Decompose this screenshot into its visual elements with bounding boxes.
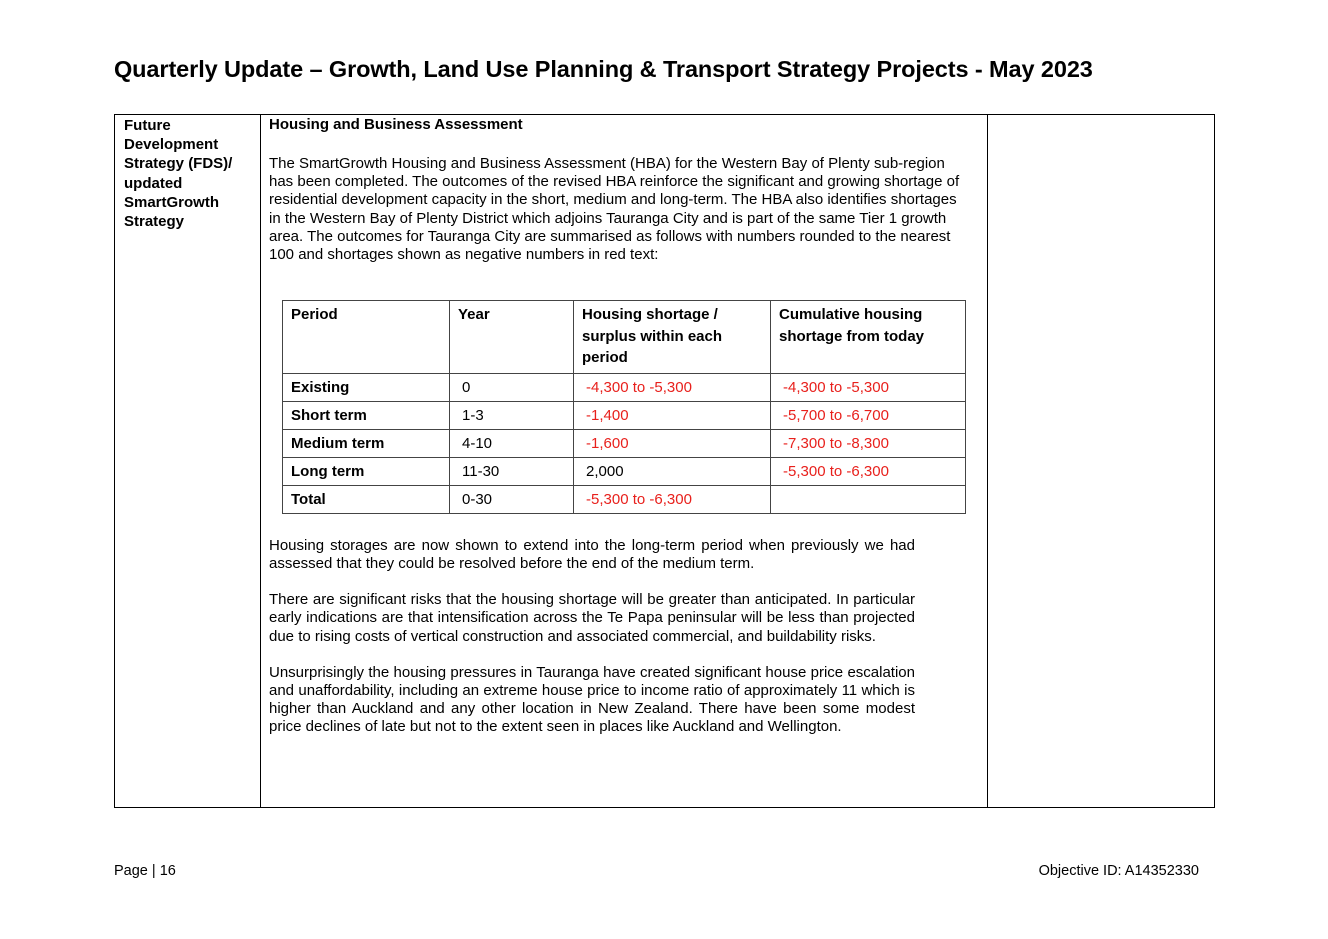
cumulative-cell: -7,300 to -8,300 <box>771 429 966 457</box>
within-period-cell: -1,600 <box>574 429 771 457</box>
table-header-row <box>283 301 966 374</box>
project-name-line: Future <box>124 117 171 134</box>
cumulative-cell <box>771 485 966 513</box>
within-period-cell: -4,300 to -5,300 <box>574 373 771 401</box>
housing-shortage-table <box>282 300 966 514</box>
project-update <box>269 116 969 737</box>
table-row <box>283 485 966 513</box>
project-name-line: SmartGrowth <box>124 193 220 211</box>
table-row <box>283 373 966 401</box>
project-name-line: Development <box>124 136 219 154</box>
period-cell: Total <box>283 485 450 513</box>
cumulative-cell: -5,700 to -6,700 <box>771 401 966 429</box>
section-heading: Housing and Business Assessment <box>269 116 523 133</box>
year-cell: 1-3 <box>450 401 574 429</box>
project-table <box>114 114 1215 808</box>
year-cell: 0-30 <box>450 485 574 513</box>
cumulative-cell: -5,300 to -6,300 <box>771 457 966 485</box>
paragraph-long-term: Housing storages are now shown to extend into the long-term period when previously we had assessed that they could be resolved before the end of the medium term. <box>269 536 915 572</box>
table-row <box>283 401 966 429</box>
intro-paragraph: The SmartGrowth Housing and Business Assessment (HBA) for the Western Bay of Plenty sub-region has been completed. The outcomes of the revised HBA reinforce the significant and growing shortage of residential development capacity in the short, medium and long-term. The HBA also identifies shortages in the Western Bay of Plenty District which adjoins Tauranga City and is part of the same Tier 1 growth area. The outcomes for Tauranga City are summarised as follows with numbers rounded to the nearest 100 and shortages shown as negative numbers in red text: <box>269 155 960 264</box>
year-cell: 0 <box>450 373 574 401</box>
header-year: Year <box>450 301 574 374</box>
header-period: Period <box>283 301 450 374</box>
objective-id: Objective ID: A14352330 <box>1038 863 1199 879</box>
within-period-cell: -1,400 <box>574 401 771 429</box>
table-row <box>283 457 966 485</box>
year-cell: 4-10 <box>450 429 574 457</box>
period-cell: Medium term <box>283 429 450 457</box>
table-row <box>283 429 966 457</box>
year-cell: 11-30 <box>450 457 574 485</box>
project-name-line: updated <box>124 174 183 192</box>
page-title: Quarterly Update – Growth, Land Use Planning & Transport Strategy Projects - May 2023 <box>114 56 1093 82</box>
period-cell: Short term <box>283 401 450 429</box>
project-name-line: Strategy (FDS)/ <box>124 155 233 173</box>
cumulative-cell: -4,300 to -5,300 <box>771 373 966 401</box>
header-cumulative: Cumulative housing shortage from today <box>771 301 966 374</box>
period-cell: Long term <box>283 457 450 485</box>
header-within-period: Housing shortage / surplus within each period <box>574 301 771 374</box>
project-name <box>124 116 254 231</box>
within-period-cell: -5,300 to -6,300 <box>574 485 771 513</box>
project-name-line: Strategy <box>124 213 185 231</box>
paragraph-affordability: Unsurprisingly the housing pressures in Tauranga have created significant house price escalation and unaffordability, including an extreme house price to income ratio of approximately 11 which is higher than Auckland and any other location in New Zealand. There have been some modest price declines of late but not to the extent seen in places like Auckland and Wellington. <box>269 663 915 736</box>
column-divider <box>260 115 261 807</box>
column-divider <box>987 115 988 807</box>
page-number: Page | 16 <box>114 863 176 879</box>
within-period-cell: 2,000 <box>574 457 771 485</box>
paragraph-risks: There are significant risks that the housing shortage will be greater than anticipated. In particular early indications are that intensification across the Te Papa peninsular will be less than projected due to rising costs of vertical construction and associated commercial, and buildability risks. <box>269 591 915 645</box>
period-cell: Existing <box>283 373 450 401</box>
